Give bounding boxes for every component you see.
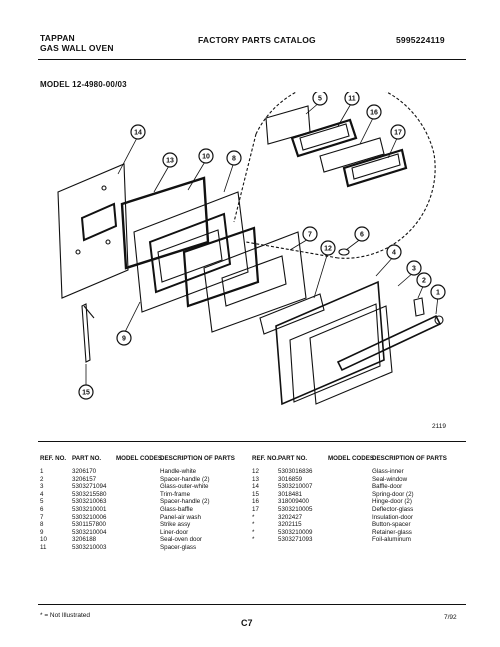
model-code-cell [116,529,160,537]
callout-10 [199,149,213,163]
table-row [252,483,452,491]
description-cell: Glass-outer-white [160,483,209,491]
exploded-door-diagram [38,92,466,432]
part-number-cell: 5303016836 [278,468,313,475]
callout-8 [227,151,241,165]
callout-5 [313,92,327,105]
table-row [40,529,240,537]
header-description: DESCRIPTION OF PARTS [160,455,235,462]
table-row [252,491,452,499]
ref-cell: 8 [40,521,44,529]
part-glass-baffle [339,249,349,255]
callout-16 [367,105,381,119]
header-ref-no: REF. NO. [252,455,279,462]
header-rule [38,59,466,60]
callout-14 [131,125,145,139]
ref-cell: 1 [40,468,44,475]
ref-cell: 13 [252,475,259,483]
part-number-cell: 3016859 [278,475,303,483]
svg-text:17: 17 [394,129,402,137]
callout-9 [117,331,131,345]
description-cell: Insulation-door [372,513,413,521]
description-cell: Spring-door (2) [372,490,414,498]
detail-spacer-glass [292,120,356,156]
callout-13 [163,153,177,167]
model-code-cell [328,491,372,499]
table-bottom-rule [38,604,466,605]
part-number-cell: 5303210001 [72,505,107,513]
callout-15 [79,385,93,399]
table-row [252,536,452,544]
callout-2 [417,273,431,287]
model-code-cell [328,521,372,529]
ref-cell: 12 [252,468,259,475]
description-cell: Seal-window [372,475,408,483]
brand: TAPPAN [40,33,75,43]
svg-text:6: 6 [360,231,364,239]
model-code-cell [328,498,372,506]
model-code-cell [116,506,160,514]
part-number-cell: 5303210006 [72,513,107,521]
ref-cell: * [252,513,255,521]
part-number-cell: 3206157 [72,475,97,483]
callout-12 [321,241,335,255]
description-cell: Glass-baffle [160,505,193,513]
part-number-cell: 5303271093 [278,536,313,544]
model-code-cell [116,521,160,529]
table-row [252,514,452,522]
part-number-cell: 5303215580 [72,490,107,498]
description-cell: Baffle-door [372,483,403,491]
callout-3 [407,261,421,275]
footnote: * = Not Illustrated [40,612,91,619]
model-code-cell [328,483,372,491]
header-model-codes: MODEL CODES [116,455,162,462]
catalog-number: 5995224119 [396,35,445,45]
part-number-cell: 318009400 [278,498,309,506]
table-row [40,476,240,484]
callout-1 [431,285,445,299]
model-code-cell [116,498,160,506]
print-date: 7/92 [444,614,457,621]
svg-text:1: 1 [436,289,440,297]
part-number-cell: 3202427 [278,513,303,521]
table-row [252,476,452,484]
table-row [40,521,240,529]
detail-deflector [320,138,384,172]
table-row [40,483,240,491]
part-glass-inner [260,294,324,334]
model-code-cell [328,536,372,544]
svg-text:13: 13 [166,157,174,165]
table-top-rule [38,441,466,442]
ref-cell: 6 [40,505,44,513]
table-row [252,529,452,537]
callout-11 [345,92,359,105]
callout-17 [391,125,405,139]
page-number: C7 [241,618,253,628]
description-cell: Hinge-door (2) [372,498,412,506]
model-code-cell [116,491,160,499]
description-cell: Seal-oven door [160,536,202,544]
ref-cell: 4 [40,490,44,498]
description-cell: Spacer-handle (2) [160,475,210,483]
part-spacer-handle [414,298,424,316]
ref-cell: 17 [252,505,259,513]
model-code-cell [116,483,160,491]
svg-text:16: 16 [370,109,378,117]
model-code-cell [116,544,160,552]
svg-text:2: 2 [422,277,426,285]
model-code-cell [328,476,372,484]
description-cell: Handle-white [160,468,197,475]
part-spring-door [82,304,90,362]
description-cell: Strike assy [160,521,191,529]
part-number-cell: 5303210004 [72,528,107,536]
ref-cell: 5 [40,498,44,506]
svg-text:15: 15 [82,389,90,397]
table-row [40,498,240,506]
part-baffle-door [58,164,128,298]
table-row [40,514,240,522]
svg-text:3: 3 [412,265,416,273]
model-code-cell [116,536,160,544]
svg-text:7: 7 [308,231,312,239]
svg-text:9: 9 [122,335,126,343]
ref-cell: 16 [252,498,259,506]
detail-glass-piece [266,106,310,144]
table-row [252,468,452,476]
description-cell: Button-spacer [372,521,411,529]
parts-table-left [40,455,240,552]
header-description: DESCRIPTION OF PARTS [372,455,447,462]
description-cell: Spacer-glass [160,543,197,551]
table-row [40,491,240,499]
parts-table-right [252,455,452,544]
ref-cell: 11 [40,543,47,551]
description-cell: Trim-frame [160,490,191,498]
ref-cell: 10 [40,536,47,544]
detail-retainer [344,150,406,186]
figure-code: 2119 [432,423,446,430]
part-liner-door [134,192,248,312]
header-part-no: PART NO. [72,455,102,462]
part-number-cell: 5303210063 [72,498,107,506]
model-code-cell [116,514,160,522]
part-number-cell: 3206170 [72,468,97,475]
part-number-cell: 3018481 [278,490,303,498]
callout-4 [387,245,401,259]
ref-cell: 15 [252,490,259,498]
table-row [252,521,452,529]
table-row [40,468,240,476]
part-number-cell: 3202115 [278,521,302,529]
part-number-cell: 5303210005 [278,505,313,513]
description-cell: Liner-door [160,528,189,536]
header-part-no: PART NO. [278,455,308,462]
part-number-cell: 5303210007 [278,483,313,491]
table-row [40,544,240,552]
model-code-cell [116,476,160,484]
part-number-cell: 5303210009 [278,528,313,536]
part-outer-door [276,282,392,404]
svg-text:4: 4 [392,249,396,257]
part-number-cell: 5303271094 [72,483,107,491]
svg-text:10: 10 [202,153,210,161]
description-cell: Glass-inner [372,468,404,475]
table-row [40,536,240,544]
catalog-title: FACTORY PARTS CATALOG [198,35,316,45]
model-code-cell [328,529,372,537]
description-cell: Panel-air wash [160,513,201,521]
model-code-cell [328,468,372,476]
model-code-cell [328,506,372,514]
product-name: GAS WALL OVEN [40,43,114,53]
ref-cell: 7 [40,513,44,521]
ref-cell: 9 [40,528,44,536]
svg-text:8: 8 [232,155,236,163]
part-seal-window [122,178,208,268]
header-model-codes: MODEL CODES [328,455,374,462]
svg-text:5: 5 [318,95,322,103]
description-cell: Deflector-glass [372,505,414,513]
header-ref-no: REF. NO. [40,455,67,462]
description-cell: Spacer-handle (2) [160,498,210,506]
part-number-cell: 5301157800 [72,521,106,529]
callout-6 [355,227,369,241]
table-row [40,506,240,514]
model-code-cell [116,468,160,476]
description-cell: Retainer-glass [372,528,412,536]
part-number-cell: 3206188 [72,536,97,544]
ref-cell: * [252,521,255,529]
svg-text:12: 12 [324,245,332,253]
model-code-cell [328,514,372,522]
model-number: MODEL 12-4980-00/03 [40,80,127,89]
callout-7 [303,227,317,241]
table-row [252,506,452,514]
svg-text:14: 14 [134,129,142,137]
ref-cell: 3 [40,483,44,491]
ref-cell: 14 [252,483,259,491]
svg-text:11: 11 [348,95,356,103]
ref-cell: * [252,536,255,544]
part-handle [338,316,443,370]
table-row [252,498,452,506]
ref-cell: * [252,528,255,536]
description-cell: Foil-aluminum [372,536,411,544]
ref-cell: 2 [40,475,44,483]
part-number-cell: 5303210003 [72,543,107,551]
